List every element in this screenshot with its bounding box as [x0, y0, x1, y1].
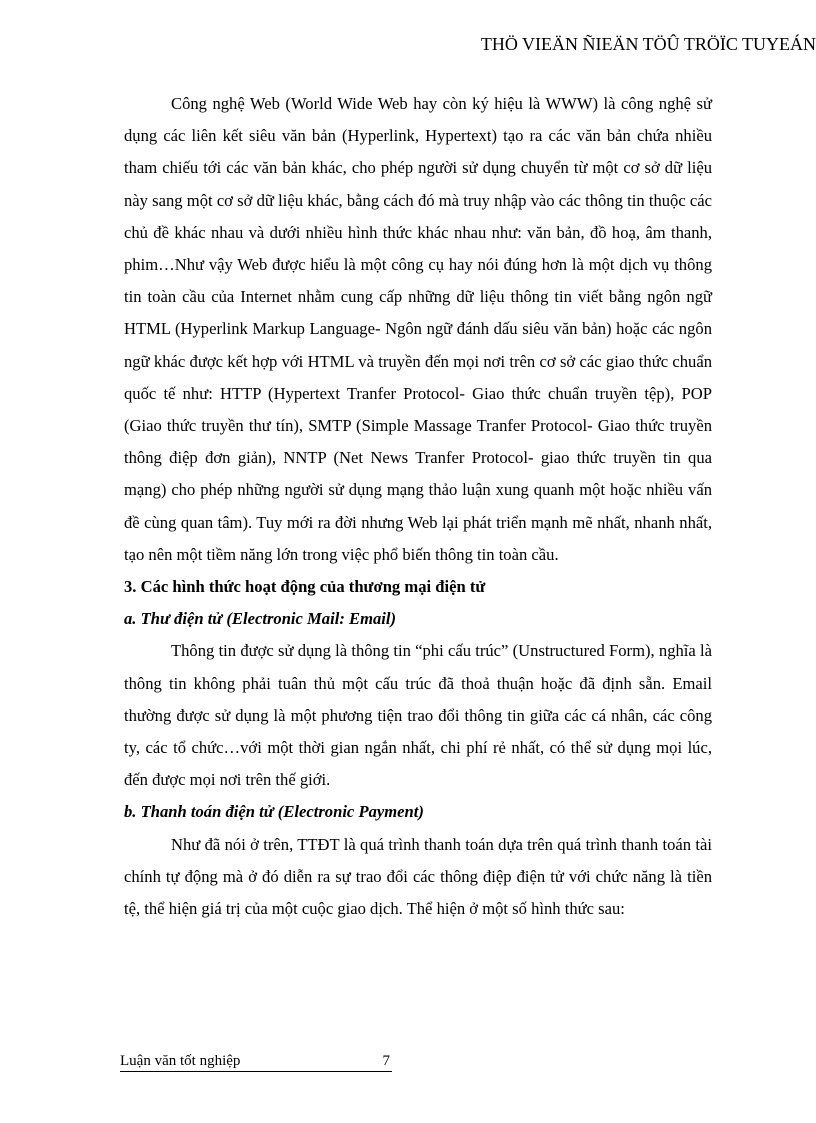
subheading-email: a. Thư điện tử (Electronic Mail: Email)	[124, 609, 397, 629]
section-heading-3: 3. Các hình thức hoạt động của thương mại điện tử	[124, 577, 486, 597]
running-header: THÖ VIEÄN ÑIEÄN TÖÛ TRÖÏC TUYEÁN	[480, 34, 816, 54]
paragraph-web-technology: Công nghệ Web (World Wide Web hay còn ký hiệu là WWW) là công nghệ sử dụng các liên kết siêu văn bản (Hyperlink, Hypertext) tạo ra các văn bản chứa nhiều tham chiếu tới các văn bản khác, cho phép người sử dụng chuyển từ một cơ sở dữ liệu này sang một cơ sở dữ liệu khác, bằng cách đó mà truy nhập vào các thông tin thuộc các chủ đề khác nhau và dưới nhiều hình thức khác nhau như: văn bản, đồ hoạ, âm thanh, phim…Như vậy Web được hiểu là một công cụ hay nói đúng hơn là một dịch vụ thông tin toàn cầu của Internet nhằm cung cấp những dữ liệu thông tin viết bằng ngôn ngữ HTML (Hyperlink Markup Language- Ngôn ngữ đánh dấu siêu văn bản) hoặc các ngôn ngữ khác được kết hợp với HTML và truyền đến mọi nơi trên cơ sở các giao thức chuẩn quốc tế như: HTTP (Hypertext Tranfer Protocol- Giao thức chuẩn truyền tệp), POP (Giao thức truyền thư tín), SMTP (Simple Massage Tranfer Protocol- Giao thức truyền thông điệp đơn giản), NNTP (Net News Tranfer Protocol- giao thức truyền tin qua mạng) cho phép những người sử dụng mạng thảo luận xung quanh một hoặc nhiều vấn đề cùng quan tâm). Tuy mới ra đời nhưng Web lại phát triển mạnh mẽ nhất, nhanh nhất, tạo nên một tiềm năng lớn trong việc phổ biến thông tin toàn cầu.	[124, 94, 712, 564]
paragraph-electronic-payment: Như đã nói ở trên, TTĐT là quá trình thanh toán dựa trên quá trình thanh toán tài chính tự động mà ở đó diễn ra sự trao đổi các thông điệp điện tử với chức năng là tiền tệ, thể hiện giá trị của một cuộc giao dịch. Thể hiện ở một số hình thức sau:	[124, 834, 712, 919]
paragraph-email: Thông tin được sử dụng là thông tin “phi cấu trúc” (Unstructured Form), nghĩa là thông tin không phải tuân thủ một cấu trúc đã thoả thuận hoặc đã định sẵn. Email thường được sử dụng là một phương tiện trao đổi thông tin giữa các cá nhân, các công ty, các tổ chức…với một thời gian ngắn nhất, chi phí rẻ nhất, có thể sử dụng mọi lúc, đến được mọi nơi trên thế giới.	[124, 641, 712, 790]
subheading-electronic-payment: b. Thanh toán điện tử (Electronic Payment)	[124, 802, 424, 822]
page-number: 7	[382, 1053, 390, 1069]
page-footer	[120, 1052, 392, 1072]
footer-label: Luận văn tốt nghiệp	[120, 1053, 241, 1069]
page-body	[124, 88, 712, 925]
